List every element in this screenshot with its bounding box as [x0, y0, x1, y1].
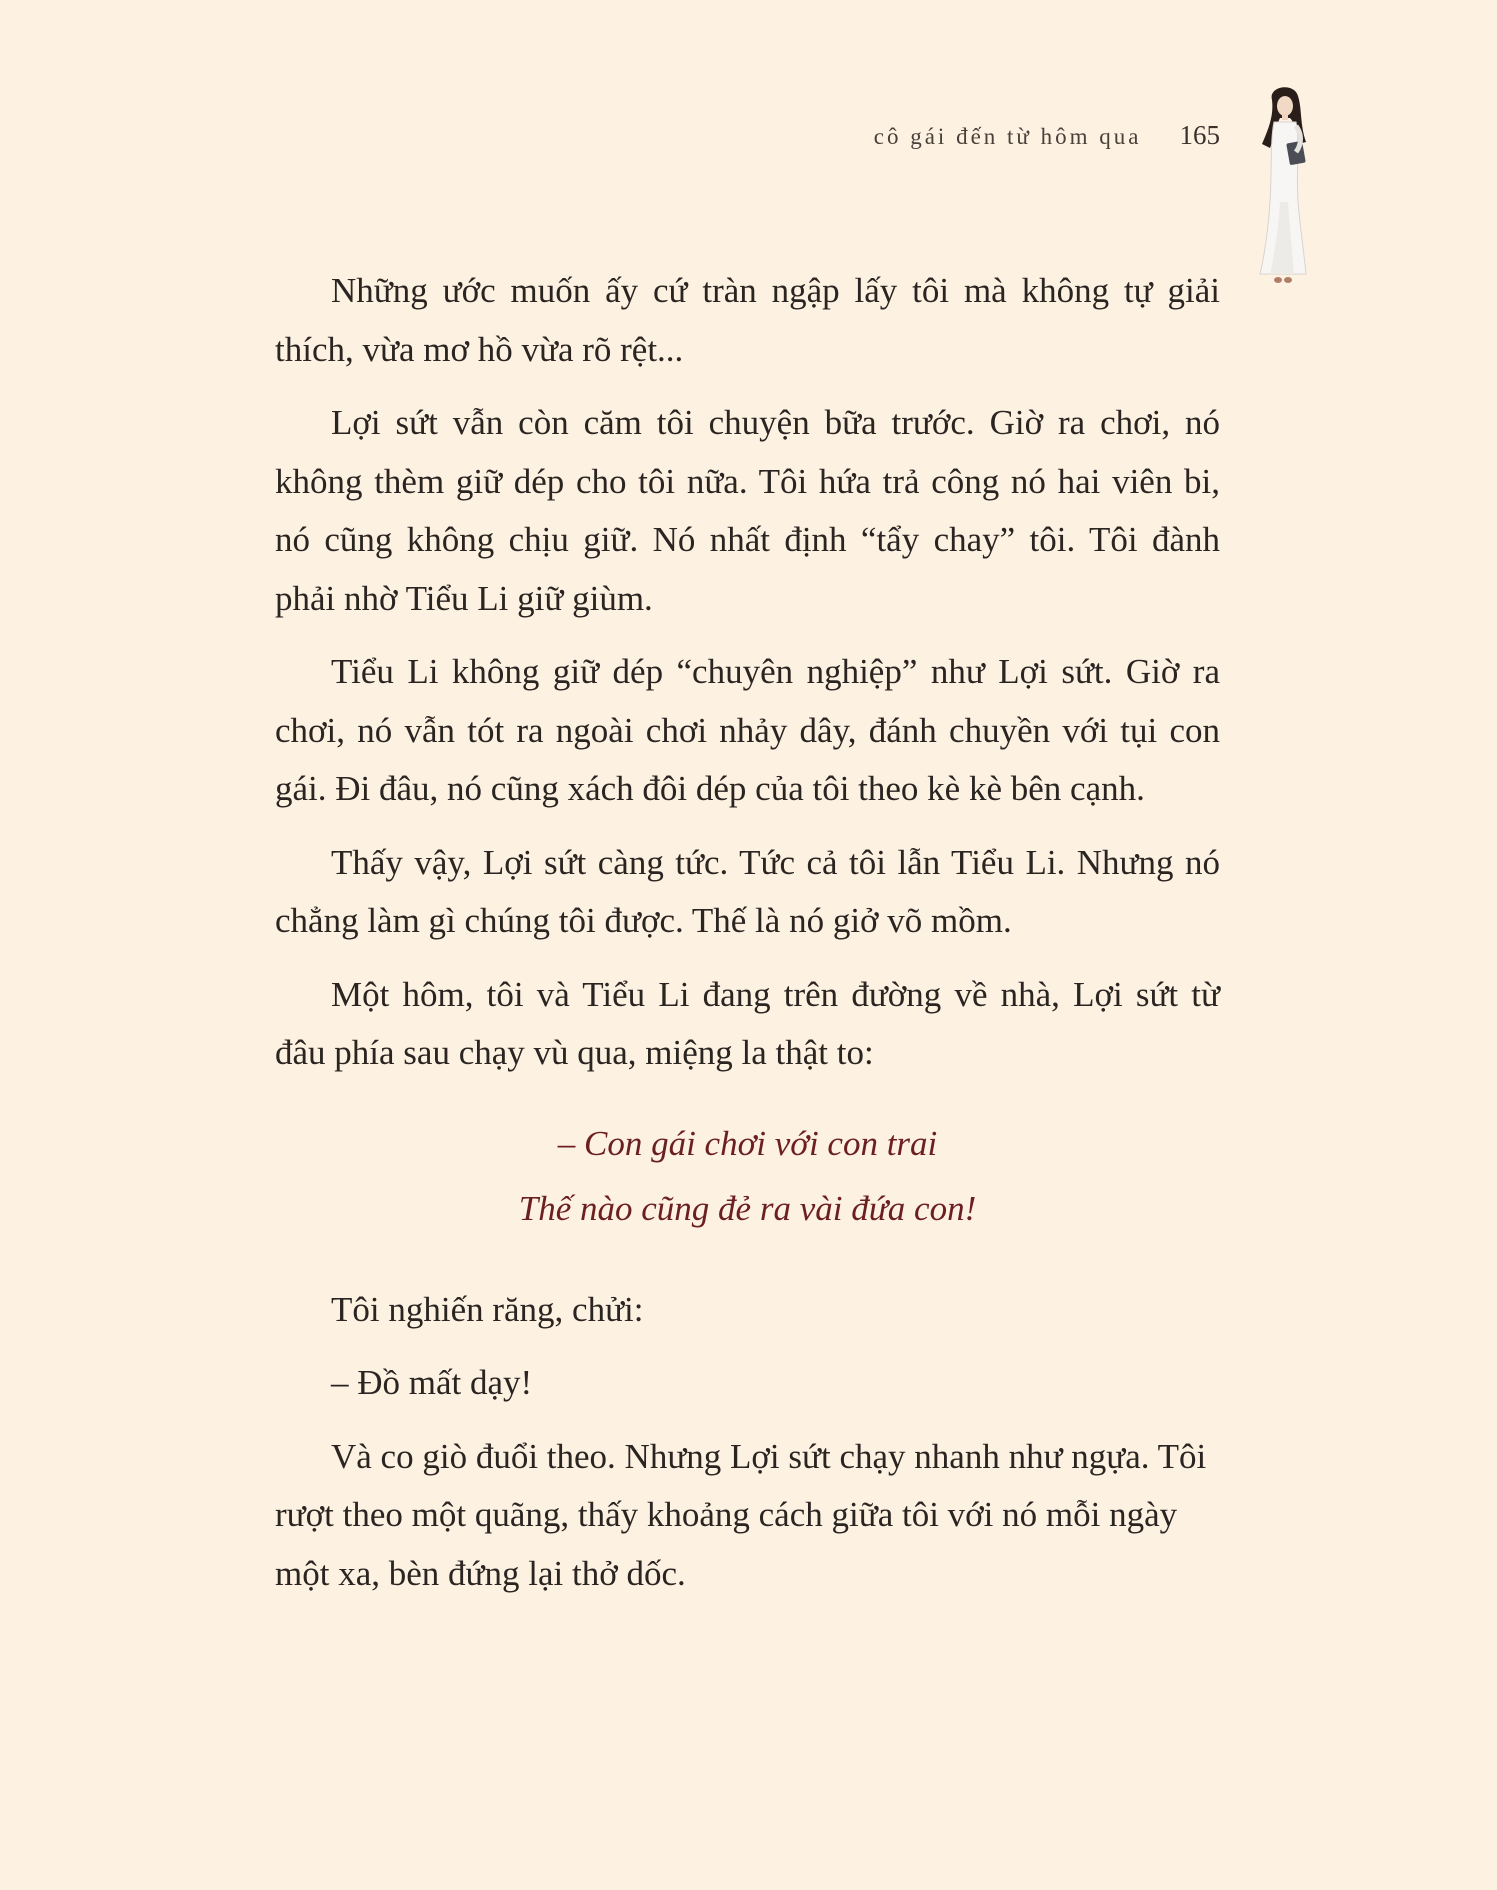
running-header — [874, 120, 1220, 151]
paragraph: Tôi nghiến răng, chửi: — [331, 1289, 644, 1329]
poem-line: – Con gái chơi với con trai — [557, 1123, 938, 1163]
page-number: 165 — [1179, 120, 1220, 150]
page-body — [275, 262, 1220, 1618]
paragraph: Tiểu Li không giữ dép “chuyên nghiệp” như Lợi sứt. Giờ ra chơi, nó vẫn tót ra ngoài chơi nhảy dây, đánh chuyền với tụi con gái. Đi đâu, nó cũng xách đôi dép của tôi theo kè kè bên cạnh. — [275, 652, 1220, 808]
paragraph: Lợi sứt vẫn còn căm tôi chuyện bữa trước. Giờ ra chơi, nó không thèm giữ dép cho tôi nữa. Tôi hứa trả công nó hai viên bi, nó cũng không chịu giữ. Nó nhất định “tẩy chay” tôi. Tôi đành phải nhờ Tiểu Li giữ giùm. — [275, 403, 1220, 618]
paragraph: Một hôm, tôi và Tiểu Li đang trên đường về nhà, Lợi sứt từ đâu phía sau chạy vù qua, miệng la thật to: — [275, 974, 1220, 1072]
dialogue-line: – Đồ mất dạy! — [331, 1363, 533, 1402]
paragraph: Thấy vậy, Lợi sứt càng tức. Tức cả tôi lẫn Tiểu Li. Nhưng nó chẳng làm gì chúng tôi được. Thế là nó giở võ mồm. — [275, 842, 1220, 940]
poem-line: Thế nào cũng đẻ ra vài đứa con! — [518, 1188, 977, 1228]
poem-verse — [275, 1111, 1220, 1241]
girl-in-ao-dai-illustration — [1250, 82, 1322, 292]
book-title: cô gái đến từ hôm qua — [873, 124, 1142, 149]
paragraph: Những ước muốn ấy cứ tràn ngập lấy tôi mà không tự giải thích, vừa mơ hồ vừa rõ rệt... — [275, 271, 1220, 369]
paragraph: Và co giò đuổi theo. Nhưng Lợi sứt chạy nhanh như ngựa. Tôi rượt theo một quãng, thấy khoảng cách giữa tôi với nó mỗi ngày một xa, bèn đứng lại thở dốc. — [275, 1436, 1207, 1593]
